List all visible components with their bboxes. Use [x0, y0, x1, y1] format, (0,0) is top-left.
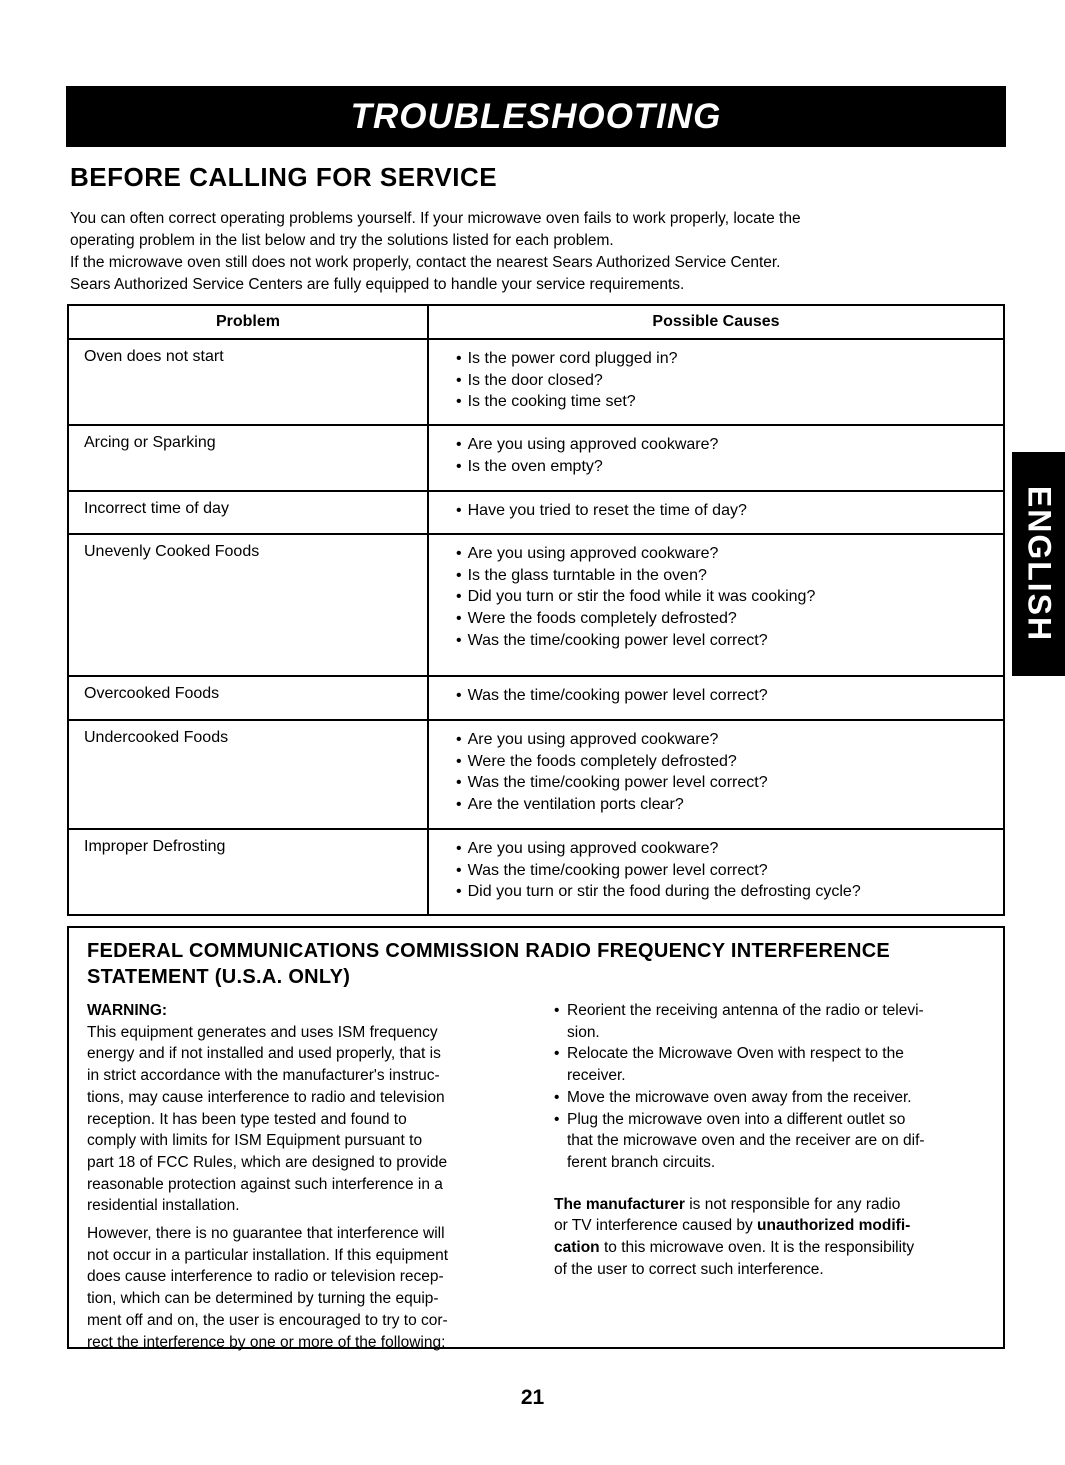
- text-line: [554, 1215, 994, 1237]
- responsibility-paragraph: [554, 1194, 994, 1281]
- intro-line: If the microwave oven still does not work properly, contact the nearest Sears Authorized Service Center.: [70, 254, 781, 271]
- cause-item: • Were the foods completely defrosted?: [456, 608, 989, 630]
- cause-item: • Was the time/cooking power level correct?: [456, 685, 989, 707]
- text-span: to this microwave oven. It is the responsibility: [599, 1239, 915, 1257]
- cause-item: • Are you using approved cookware?: [456, 543, 989, 565]
- text-line: does cause interference to radio or television recep-: [87, 1268, 444, 1286]
- table-row: [68, 491, 1004, 534]
- causes-cell: [428, 491, 1004, 534]
- cause-item: • Did you turn or stir the food while it was cooking?: [456, 586, 989, 608]
- table-row: [68, 676, 1004, 720]
- intro-line: You can often correct operating problems yourself. If your microwave oven fails to work properly, locate the: [70, 210, 801, 227]
- causes-column-header: Possible Causes: [428, 305, 1004, 339]
- problem-cell: Unevenly Cooked Foods: [68, 534, 428, 676]
- table-header-row: [68, 305, 1004, 339]
- text-line: energy and if not installed and used properly, that is: [87, 1045, 441, 1063]
- fcc-title-line: FEDERAL COMMUNICATIONS COMMISSION RADIO FREQUENCY INTERFERENCE: [87, 940, 891, 962]
- cause-item: • Were the foods completely defrosted?: [456, 751, 989, 773]
- cause-item: • Is the oven empty?: [456, 456, 989, 478]
- bold-text: unauthorized modifi-: [757, 1217, 911, 1235]
- cause-item: • Have you tried to reset the time of day?: [456, 500, 989, 522]
- text-line: comply with limits for ISM Equipment pursuant to: [87, 1132, 423, 1150]
- fcc-title: [87, 938, 987, 990]
- fcc-statement-box: [67, 926, 1005, 1349]
- text-line: • Move the microwave oven away from the receiver.: [567, 1088, 912, 1106]
- intro-line: operating problem in the list below and try the solutions listed for each problem.: [70, 232, 614, 249]
- cause-item: • Are you using approved cookware?: [456, 434, 989, 456]
- text-line: • Plug the microwave oven into a different outlet so: [567, 1110, 906, 1128]
- cause-item: • Are you using approved cookware?: [456, 838, 989, 860]
- text-line: reception. It has been type tested and found to: [87, 1110, 407, 1128]
- table-row: [68, 720, 1004, 829]
- text-line: rect the interference by one or more of the following:: [87, 1333, 446, 1351]
- text-line: • Reorient the receiving antenna of the radio or televi-: [567, 1002, 924, 1019]
- text-line: tion, which can be determined by turning the equip-: [87, 1290, 439, 1308]
- text-line: ment off and on, the user is encouraged to try to cor-: [87, 1311, 448, 1329]
- text-line: sion.: [567, 1023, 600, 1041]
- fcc-left-column: [87, 1000, 527, 1359]
- text-line: receiver.: [567, 1067, 626, 1085]
- cause-item: • Is the power cord plugged in?: [456, 348, 989, 370]
- remedy-item: [554, 1043, 994, 1086]
- fcc-right-column: [554, 1000, 994, 1280]
- problem-cell: Oven does not start: [68, 339, 428, 425]
- fcc-title-line: STATEMENT (U.S.A. ONLY): [87, 966, 351, 988]
- remedy-item: [554, 1087, 994, 1109]
- causes-cell: [428, 425, 1004, 491]
- table-row: [68, 425, 1004, 491]
- cause-item: • Are you using approved cookware?: [456, 729, 989, 751]
- text-span: is not responsible for any radio: [684, 1195, 901, 1213]
- language-tab-label: ENGLISH: [1021, 485, 1057, 643]
- page-banner: TROUBLESHOOTING: [66, 86, 1006, 147]
- remedy-list: [554, 1000, 994, 1174]
- troubleshooting-table: [67, 304, 1005, 916]
- bold-text: The manufacturer: [554, 1195, 685, 1213]
- text-span: or TV interference caused by: [554, 1217, 758, 1235]
- cause-item: • Is the glass turntable in the oven?: [456, 565, 989, 587]
- text-line: reasonable protection against such interference in a: [87, 1175, 443, 1193]
- text-line: in strict accordance with the manufacturer's instruc-: [87, 1067, 440, 1085]
- cause-item: • Is the door closed?: [456, 370, 989, 392]
- cause-item: • Was the time/cooking power level correct?: [456, 630, 989, 652]
- page-number: 21: [520, 1386, 545, 1409]
- text-line: [554, 1194, 994, 1216]
- however-paragraph: [87, 1223, 527, 1353]
- text-line: part 18 of FCC Rules, which are designed to provide: [87, 1153, 448, 1171]
- text-line: This equipment generates and uses ISM frequency: [87, 1023, 438, 1041]
- problem-cell: Overcooked Foods: [68, 676, 428, 720]
- causes-cell: [428, 720, 1004, 829]
- problem-column-header: Problem: [68, 305, 428, 339]
- table-row: [68, 534, 1004, 676]
- section-heading: BEFORE CALLING FOR SERVICE: [70, 162, 498, 192]
- problem-cell: Incorrect time of day: [68, 491, 428, 534]
- problem-cell: Arcing or Sparking: [68, 425, 428, 491]
- text-line: of the user to correct such interference.: [554, 1260, 824, 1278]
- text-line: not occur in a particular installation. If this equipment: [87, 1246, 448, 1264]
- text-line: tions, may cause interference to radio and television: [87, 1088, 445, 1106]
- cause-item: • Was the time/cooking power level correct?: [456, 772, 989, 794]
- causes-cell: [428, 829, 1004, 915]
- text-line: However, there is no guarantee that interference will: [87, 1225, 445, 1243]
- cause-item: • Was the time/cooking power level correct?: [456, 860, 989, 882]
- cause-item: • Is the cooking time set?: [456, 391, 989, 413]
- problem-cell: Improper Defrosting: [68, 829, 428, 915]
- remedy-item: [554, 1109, 994, 1174]
- intro-text: [70, 208, 990, 296]
- table-row: [68, 339, 1004, 425]
- warning-label: WARNING:: [87, 1002, 168, 1019]
- causes-cell: [428, 339, 1004, 425]
- text-line: that the microwave oven and the receiver are on dif-: [567, 1132, 925, 1150]
- bold-text: cation: [554, 1239, 600, 1257]
- causes-cell: [428, 534, 1004, 676]
- causes-cell: [428, 676, 1004, 720]
- table-row: [68, 829, 1004, 915]
- cause-item: • Did you turn or stir the food during the defrosting cycle?: [456, 881, 989, 903]
- warning-paragraph: [87, 1022, 527, 1217]
- text-line: residential installation.: [87, 1197, 240, 1215]
- text-line: ferent branch circuits.: [567, 1153, 716, 1171]
- remedy-item: [554, 1000, 994, 1043]
- intro-line: Sears Authorized Service Centers are fully equipped to handle your service requirements.: [70, 276, 685, 293]
- cause-item: • Are the ventilation ports clear?: [456, 794, 989, 816]
- text-line: • Relocate the Microwave Oven with respect to the: [567, 1045, 904, 1063]
- language-tab: [1012, 452, 1065, 676]
- text-line: [554, 1237, 994, 1259]
- problem-cell: Undercooked Foods: [68, 720, 428, 829]
